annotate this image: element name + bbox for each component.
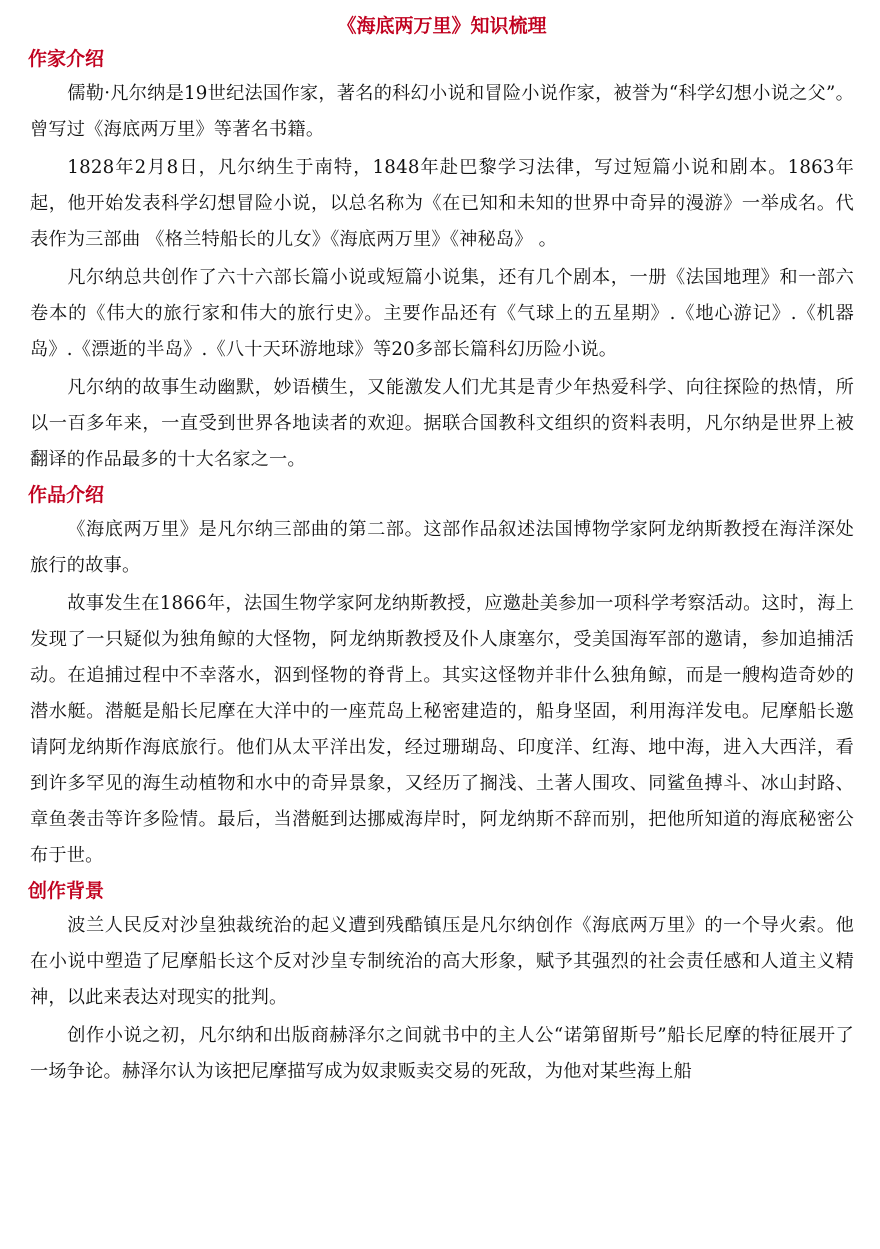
paragraph: 创作小说之初，凡尔纳和出版商赫泽尔之间就书中的主人公“诺第留斯号”船长尼摩的特征展开了一场争论。赫泽尔认为该把尼摩描写成为奴隶贩卖交易的死敌，为他对某些海上船 bbox=[30, 1025, 854, 1082]
section-background bbox=[30, 876, 854, 1090]
section-author bbox=[30, 44, 854, 478]
section-work bbox=[30, 480, 854, 874]
section-heading-background: 创作背景 bbox=[28, 880, 105, 902]
paragraph: 凡尔纳总共创作了六十六部长篇小说或短篇小说集，还有几个剧本，一册《法国地理》和一部六卷本的《伟大的旅行家和伟大的旅行史》。主要作品还有《气球上的五星期》.《地心游记》.《机器岛》.《漂逝的半岛》.《八十天环游地球》等20多部长篇科幻历险小说。 bbox=[30, 267, 854, 360]
paragraph: 波兰人民反对沙皇独裁统治的起义遭到残酷镇压是凡尔纳创作《海底两万里》的一个导火索。他在小说中塑造了尼摩船长这个反对沙皇专制统治的高大形象，赋予其强烈的社会责任感和人道主义精神，以此来表达对现实的批判。 bbox=[30, 915, 854, 1008]
document-title: 《海底两万里》知识梳理 bbox=[337, 15, 547, 37]
paragraph: 1828年2月8日，凡尔纳生于南特，1848年赴巴黎学习法律，写过短篇小说和剧本。1863年起，他开始发表科学幻想冒险小说，以总名称为《在已知和未知的世界中奇异的漫游》一举成名。代表作为三部曲 《格兰特船长的儿女》《海底两万里》《神秘岛》 。 bbox=[30, 157, 854, 250]
paragraph: 故事发生在1866年，法国生物学家阿龙纳斯教授，应邀赴美参加一项科学考察活动。这时，海上发现了一只疑似为独角鲸的大怪物，阿龙纳斯教授及仆人康塞尔，受美国海军部的邀请，参加追捕活动。在追捕过程中不幸落水，泅到怪物的脊背上。其实这怪物并非什么独角鲸，而是一艘构造奇妙的潜水艇。潜艇是船长尼摩在大洋中的一座荒岛上秘密建造的，船身坚固，利用海洋发电。尼摩船长邀请阿龙纳斯作海底旅行。他们从太平洋出发，经过珊瑚岛、印度洋、红海、地中海，进入大西洋，看到许多罕见的海生动植物和水中的奇异景象，又经历了搁浅、土著人围攻、同鲨鱼搏斗、冰山封路、章鱼袭击等许多险情。最后，当潜艇到达挪威海岸时，阿龙纳斯不辞而别，把他所知道的海底秘密公布于世。 bbox=[30, 593, 854, 866]
section-heading-work: 作品介绍 bbox=[28, 484, 105, 506]
paragraph: 凡尔纳的故事生动幽默，妙语横生，又能激发人们尤其是青少年热爱科学、向往探险的热情，所以一百多年来，一直受到世界各地读者的欢迎。据联合国教科文组织的资料表明，凡尔纳是世界上被翻译的作品最多的十大名家之一。 bbox=[30, 377, 854, 470]
paragraph: 儒勒·凡尔纳是19世纪法国作家，著名的科幻小说和冒险小说作家，被誉为“科学幻想小说之父”。曾写过《海底两万里》等著名书籍。 bbox=[30, 83, 854, 140]
section-heading-author: 作家介绍 bbox=[28, 48, 105, 70]
paragraph: 《海底两万里》是凡尔纳三部曲的第二部。这部作品叙述法国博物学家阿龙纳斯教授在海洋深处旅行的故事。 bbox=[30, 519, 854, 576]
